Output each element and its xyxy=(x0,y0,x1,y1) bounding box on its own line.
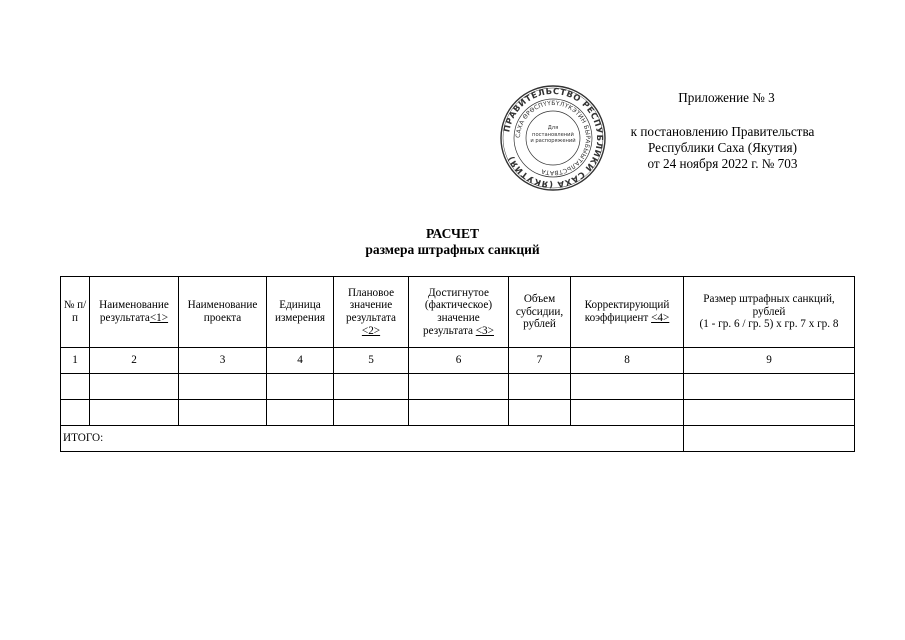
column-number: 3 xyxy=(179,348,267,374)
seal-outer-text: ПРАВИТЕЛЬСТВО РЕСПУБЛИКИ САХА (ЯКУТИЯ) xyxy=(501,85,606,191)
empty-cell xyxy=(267,374,334,400)
empty-cell xyxy=(409,374,509,400)
seal-center-text: Для постановлений и распоряжений xyxy=(530,125,576,144)
column-number-row xyxy=(61,348,855,374)
footnote-link-1[interactable]: <1> xyxy=(149,312,169,324)
header-cell-planned-value: Плановое значение результата <2> xyxy=(334,277,409,348)
table-row xyxy=(61,400,855,426)
header-cell-project-name: Наименование проекта xyxy=(179,277,267,348)
penalty-formula: (1 - гр. 6 / гр. 5) x гр. 7 x гр. 8 xyxy=(699,318,839,331)
column-number: 5 xyxy=(334,348,409,374)
empty-cell xyxy=(61,400,90,426)
title-line-2: размера штрафных санкций xyxy=(365,242,540,257)
official-seal-stamp xyxy=(499,84,607,192)
appendix-line-3: от 24 ноября 2022 г. № 703 xyxy=(647,156,798,171)
empty-cell xyxy=(334,400,409,426)
appendix-line-1: к постановлению Правительства xyxy=(630,124,815,139)
header-cell-achieved-value: Достигнутое (фактическое) значение результата <3> xyxy=(409,277,509,348)
empty-cell xyxy=(90,400,179,426)
header-cell-result-name: Наименование результата<1> xyxy=(90,277,179,348)
empty-cell xyxy=(409,400,509,426)
empty-cell xyxy=(509,400,571,426)
penalty-calculation-table xyxy=(60,276,855,452)
empty-cell xyxy=(684,400,855,426)
header-cell-unit: Единица измерения xyxy=(267,277,334,348)
header-cell-penalty-amount: Размер штрафных санкций, рублей (1 - гр. 6 / гр. 5) x гр. 7 x гр. 8 xyxy=(684,277,855,348)
appendix-block xyxy=(590,90,855,172)
total-label: ИТОГО: xyxy=(61,426,684,452)
empty-cell xyxy=(571,374,684,400)
footnote-link-3[interactable]: <3> xyxy=(475,324,494,337)
column-number: 7 xyxy=(509,348,571,374)
appendix-line-2: Республики Саха (Якутия) xyxy=(648,140,797,155)
title-line-1: РАСЧЕТ xyxy=(426,226,479,241)
total-row xyxy=(61,426,855,452)
footnote-link-2[interactable]: <2> xyxy=(361,324,381,337)
document-title xyxy=(0,226,905,258)
seal-inner-text: САХА ӨРӨСПҮҮБҮЛҮКЭТИН БЫРАБЫЫТАЛЬСТВАТА xyxy=(514,99,592,177)
header-cell-correction-coefficient: Корректирующий коэффициент <4> xyxy=(571,277,684,348)
empty-cell xyxy=(179,374,267,400)
header-cell-number: № п/п xyxy=(61,277,90,348)
empty-cell xyxy=(334,374,409,400)
table-row xyxy=(61,374,855,400)
empty-cell xyxy=(267,400,334,426)
appendix-number: Приложение № 3 xyxy=(678,90,775,105)
header-cell-subsidy-volume: Объем субсидии, рублей xyxy=(509,277,571,348)
column-number: 6 xyxy=(409,348,509,374)
column-number: 2 xyxy=(90,348,179,374)
empty-cell xyxy=(684,374,855,400)
column-number: 4 xyxy=(267,348,334,374)
column-number: 9 xyxy=(684,348,855,374)
empty-cell xyxy=(571,400,684,426)
footnote-link-4[interactable]: <4> xyxy=(651,312,670,324)
empty-cell xyxy=(179,400,267,426)
total-value-cell xyxy=(684,426,855,452)
empty-cell xyxy=(509,374,571,400)
empty-cell xyxy=(90,374,179,400)
column-number: 8 xyxy=(571,348,684,374)
empty-cell xyxy=(61,374,90,400)
header-row xyxy=(61,277,855,348)
column-number: 1 xyxy=(61,348,90,374)
